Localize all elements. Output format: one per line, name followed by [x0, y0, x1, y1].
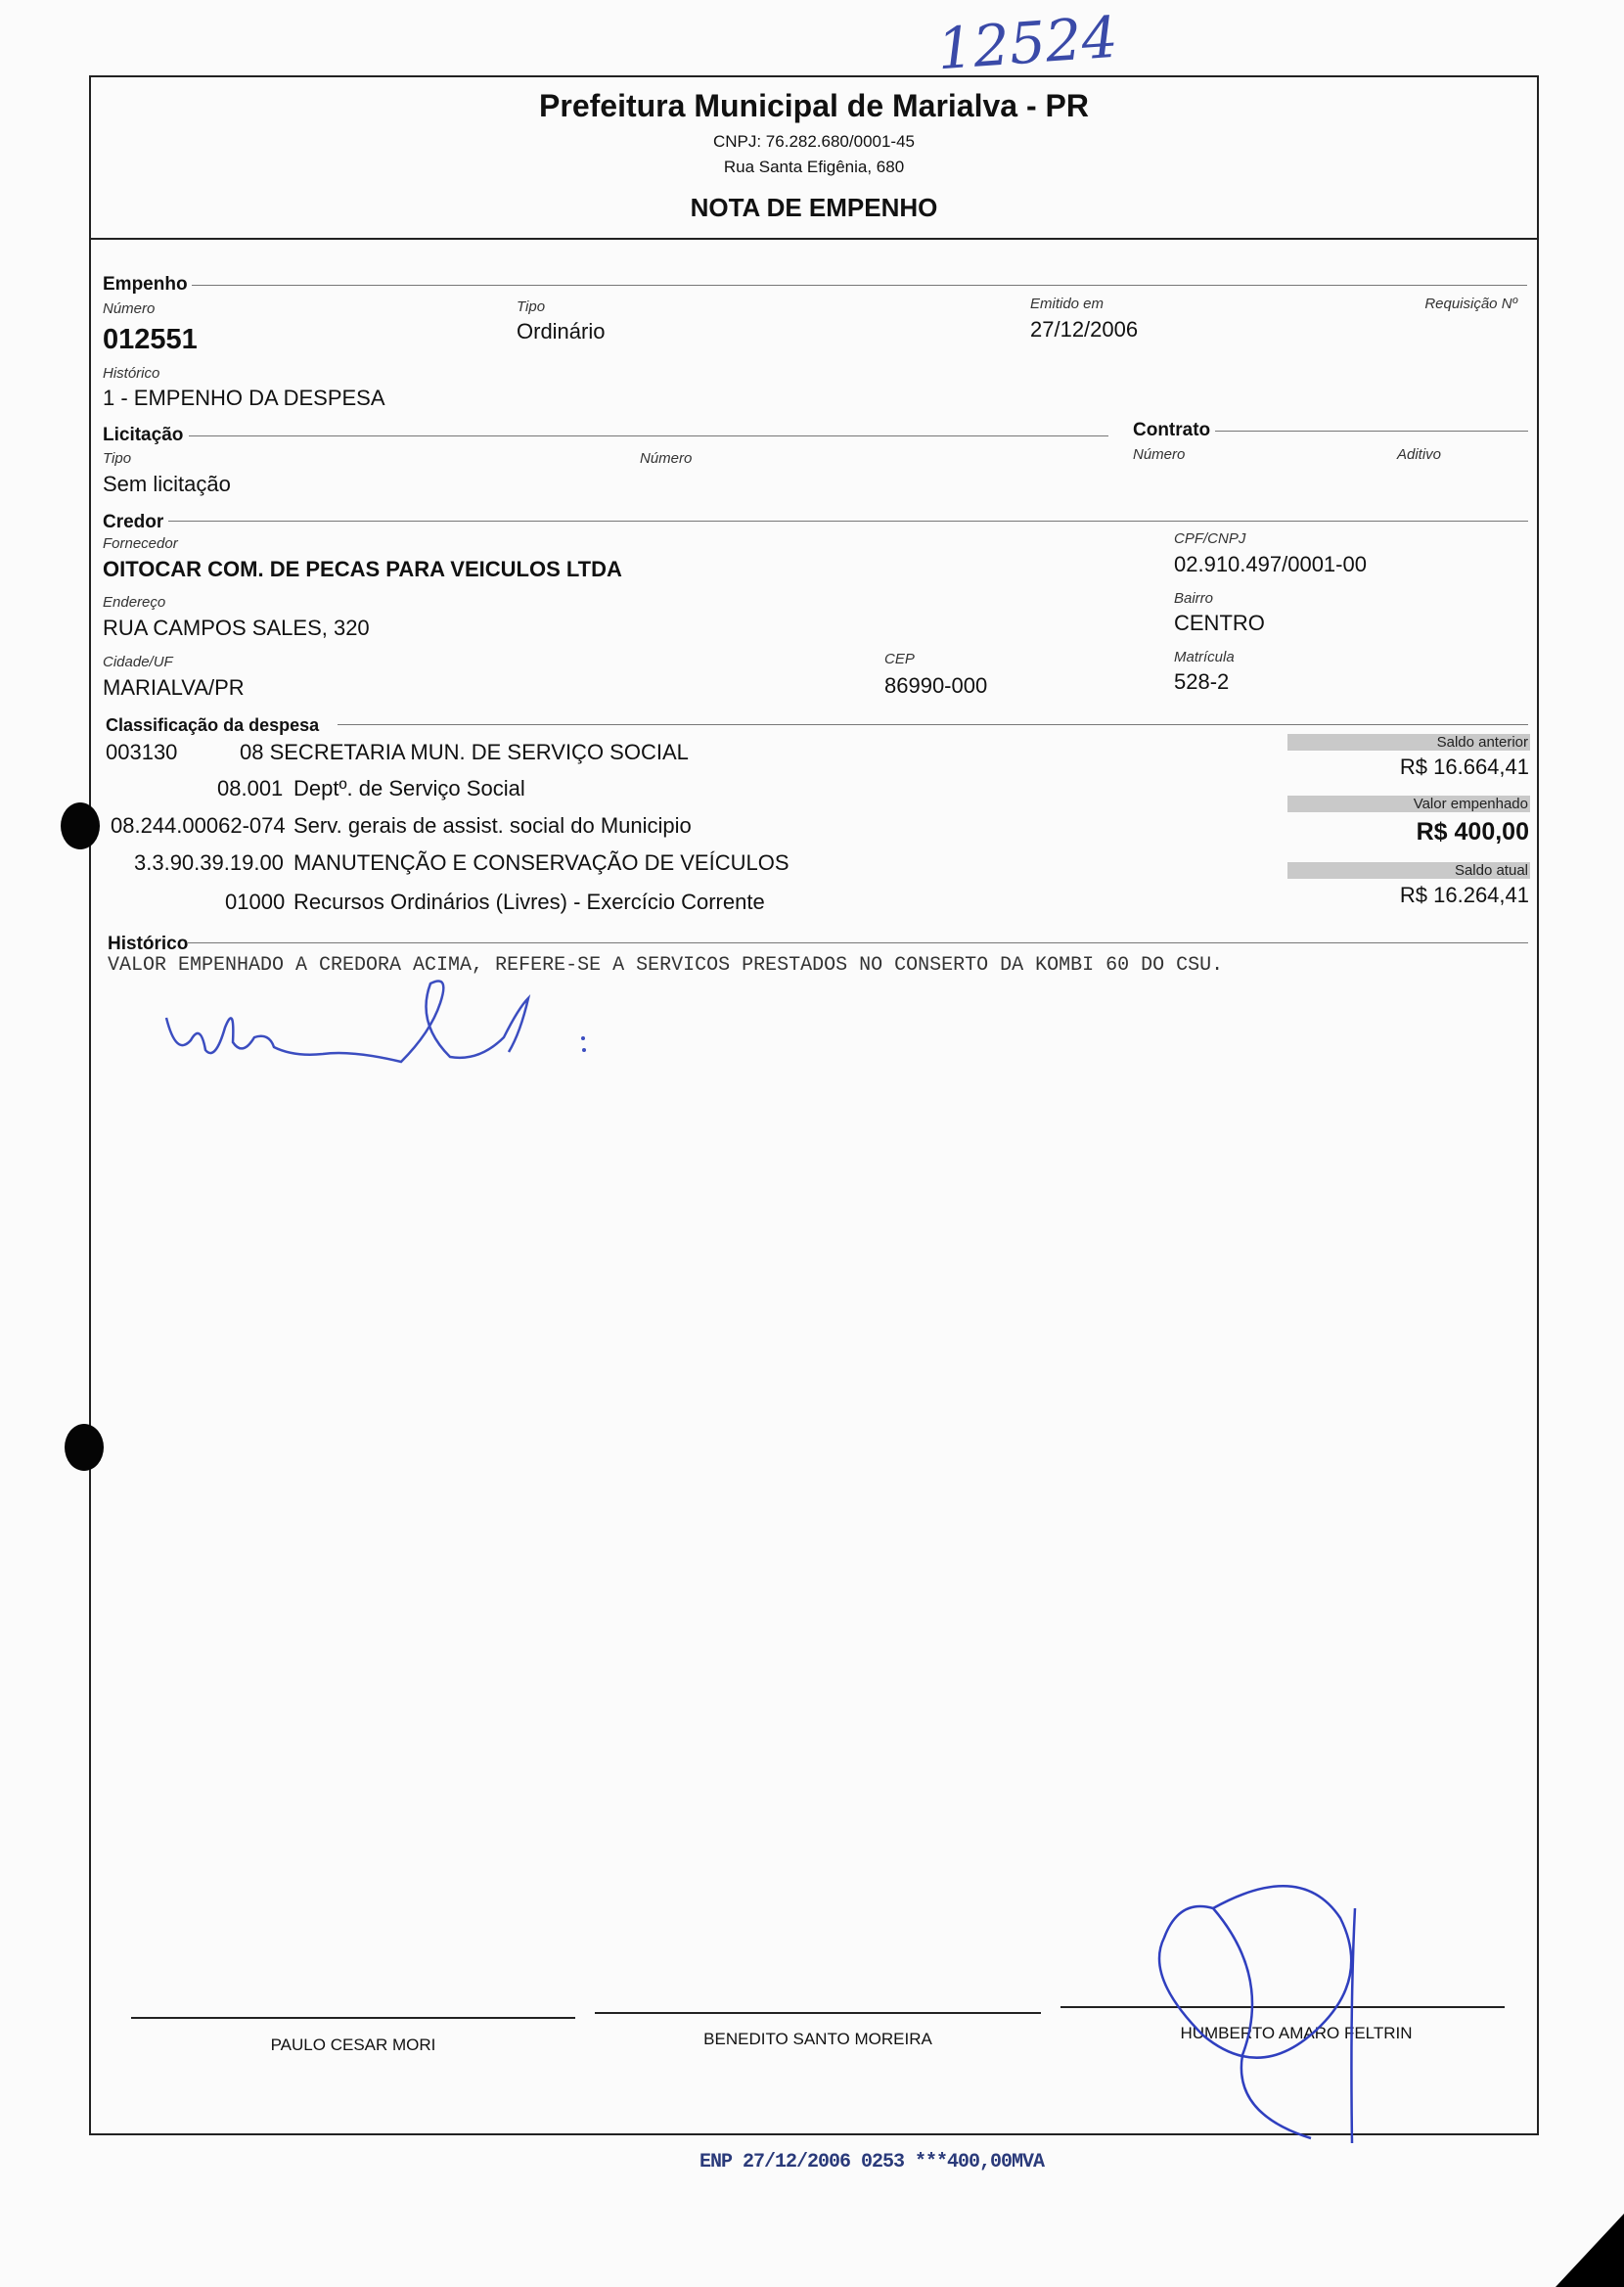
cep: 86990-000: [884, 673, 988, 698]
signature-line-2: [595, 2012, 1041, 2014]
matricula-label: Matrícula: [1174, 649, 1235, 665]
historico-rule: [188, 942, 1528, 943]
classificacao-text-5: Recursos Ordinários (Livres) - Exercício Corrente: [293, 890, 765, 914]
punch-hole-bottom: [65, 1424, 104, 1471]
empenho-tipo: Ordinário: [517, 319, 606, 343]
endereco: RUA CAMPOS SALES, 320: [103, 616, 370, 640]
signature-name-3: HUMBERTO AMARO FELTRIN: [1180, 2024, 1413, 2042]
empenho-numero-label: Número: [103, 300, 156, 317]
endereco-label: Endereço: [103, 594, 166, 611]
signature-name-2: BENEDITO SANTO MOREIRA: [703, 2030, 932, 2048]
header-cnpj: CNPJ: 76.282.680/0001-45: [712, 132, 916, 151]
cpf-cnpj: 02.910.497/0001-00: [1174, 552, 1367, 576]
classificacao-code-1: 003130: [106, 740, 178, 764]
empenho-rule: [192, 285, 1527, 286]
bairro: CENTRO: [1174, 611, 1265, 635]
signature-name-1: PAULO CESAR MORI: [270, 2035, 436, 2054]
classificacao-rule: [338, 724, 1528, 725]
emitido-label: Emitido em: [1030, 296, 1105, 312]
signature-scribble: [1125, 1859, 1399, 2153]
cidade: MARIALVA/PR: [103, 675, 245, 700]
valor-empenhado-label: Valor empenhado: [1287, 796, 1530, 812]
header-address: Rua Santa Efigênia, 680: [723, 158, 905, 176]
saldo-atual-value: R$ 16.264,41: [1399, 883, 1529, 907]
signature-line-1: [131, 2017, 575, 2019]
licitacao-rule: [189, 435, 1108, 436]
cidade-label: Cidade/UF: [103, 654, 173, 670]
saldo-anterior-value: R$ 16.664,41: [1399, 755, 1529, 779]
classificacao-code-5: 01000: [225, 890, 286, 914]
classificacao-text-1: 08 SECRETARIA MUN. DE SERVIÇO SOCIAL: [240, 740, 689, 764]
classificacao-text-4: MANUTENÇÃO E CONSERVAÇÃO DE VEÍCULOS: [293, 850, 789, 875]
empenho-tipo-label: Tipo: [517, 298, 546, 315]
bairro-label: Bairro: [1174, 590, 1214, 607]
saldo-anterior-label: Saldo anterior: [1287, 734, 1530, 751]
fornecedor-label: Fornecedor: [103, 535, 178, 552]
page-title: Prefeitura Municipal de Marialva - PR: [539, 88, 1089, 123]
licitacao-numero-label: Número: [640, 450, 693, 467]
contrato-numero-label: Número: [1133, 446, 1186, 463]
contrato-aditivo-label: Aditivo: [1397, 446, 1442, 463]
fornecedor-name: OITOCAR COM. DE PECAS PARA VEICULOS LTDA: [103, 557, 622, 581]
contrato-section-label: Contrato: [1133, 420, 1211, 440]
licitacao-tipo: Sem licitação: [103, 472, 231, 496]
licitacao-tipo-label: Tipo: [103, 450, 132, 467]
classificacao-section-label: Classificação da despesa: [106, 715, 320, 735]
historico-text: VALOR EMPENHADO A CREDORA ACIMA, REFERE-SE A SERVICOS PRESTADOS NO CONSERTO DA KOMBI 60 DO CSU.: [108, 954, 1224, 977]
classificacao-code-4: 3.3.90.39.19.00: [134, 850, 284, 875]
empenho-numero: 012551: [103, 324, 198, 355]
document-frame: [89, 75, 1539, 2135]
matricula: 528-2: [1174, 669, 1230, 694]
cep-label: CEP: [884, 651, 915, 667]
saldo-atual-label: Saldo atual: [1287, 862, 1530, 879]
empenho-historico-label: Histórico: [103, 365, 160, 382]
document-title: NOTA DE EMPENHO: [690, 193, 938, 222]
emitido-date: 27/12/2006: [1030, 317, 1139, 342]
classificacao-text-2: Deptº. de Serviço Social: [293, 776, 525, 800]
classificacao-code-2: 08.001: [217, 776, 284, 800]
valor-empenhado-value: R$ 400,00: [1416, 818, 1529, 846]
licitacao-section-label: Licitação: [103, 425, 184, 445]
classificacao-code-3: 08.244.00062-074: [111, 813, 286, 838]
folded-corner: [1556, 2214, 1624, 2287]
processing-stamp: ENP 27/12/2006 0253 ***400,00MVA: [699, 2151, 1045, 2173]
requisicao-label: Requisição Nº: [1424, 296, 1517, 312]
credor-rule: [168, 521, 1528, 522]
credor-section-label: Credor: [103, 512, 164, 532]
contrato-rule: [1215, 431, 1528, 432]
empenho-section-label: Empenho: [103, 274, 188, 295]
classificacao-text-3: Serv. gerais de assist. social do Municipio: [293, 813, 692, 838]
header-divider: [89, 238, 1539, 240]
cpf-cnpj-label: CPF/CNPJ: [1174, 530, 1246, 547]
handwritten-signature: [157, 964, 616, 1081]
punch-hole-top: [61, 802, 100, 849]
historico-section-label: Histórico: [108, 934, 189, 954]
handwritten-page-number: 12524: [934, 3, 1120, 83]
empenho-historico: 1 - EMPENHO DA DESPESA: [103, 386, 385, 410]
